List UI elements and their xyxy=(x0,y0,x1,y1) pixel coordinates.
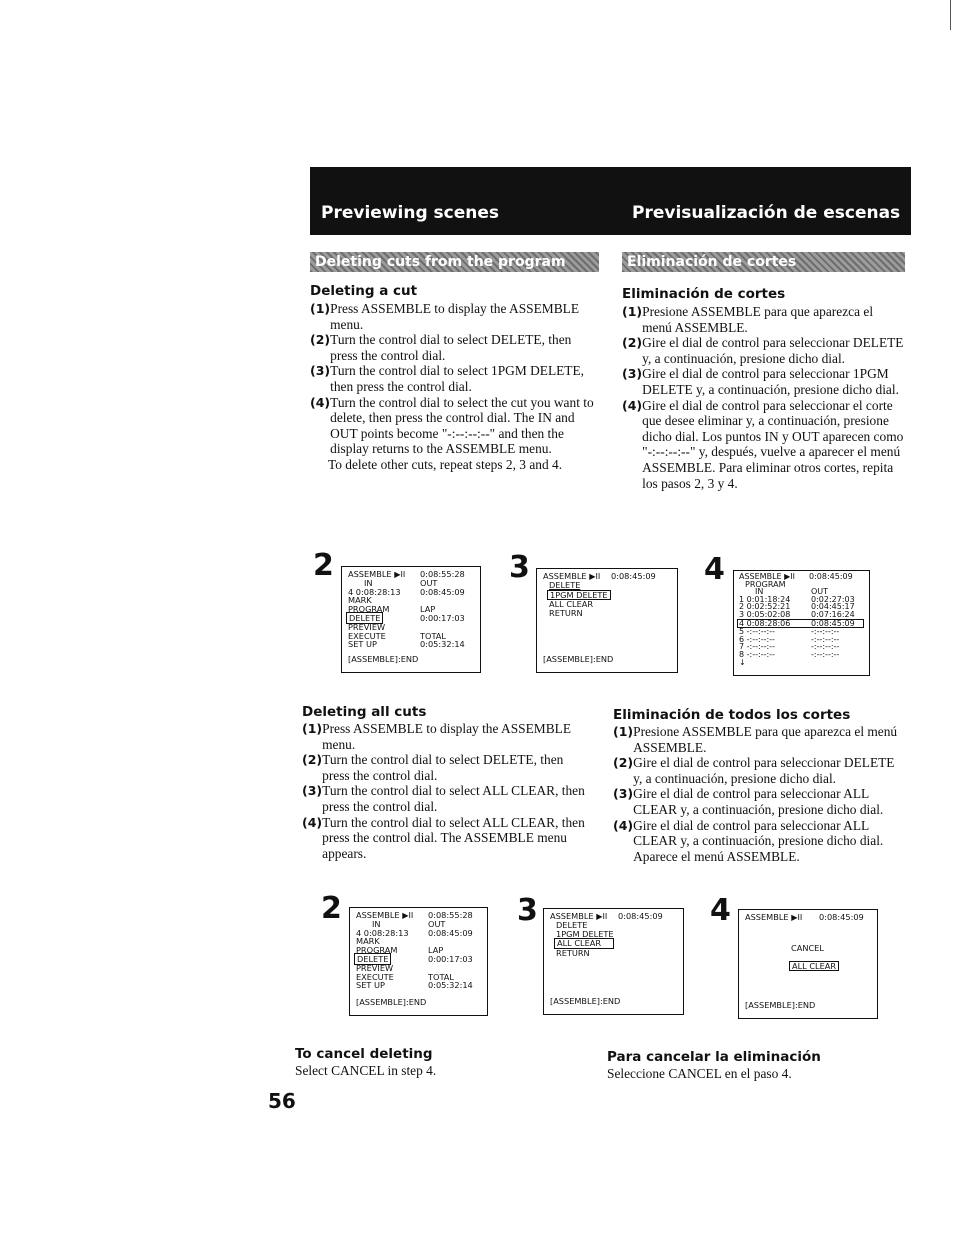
row-in: -:--:--:-- xyxy=(746,634,775,644)
screen-end-hint: [ASSEMBLE]:END xyxy=(745,1000,816,1011)
heading-eliminacion-todos: Eliminación de todos los cortes xyxy=(613,707,851,723)
step-2 xyxy=(613,755,903,786)
step-text: Turn the control dial to select the cut you want to delete, then press the control dial. The IN and OUT points become "-:--:--:--" and then the display returns to the ASSEMBLE menu. xyxy=(330,394,594,457)
row-out: 0:04:45:17 xyxy=(811,602,855,612)
menu-delete-selected: DELETE xyxy=(354,953,391,965)
row-number: 7 xyxy=(739,642,745,652)
step-number: (4) xyxy=(622,397,643,413)
menu-execute: EXECUTE xyxy=(348,630,386,641)
label-in: IN xyxy=(755,587,764,597)
screen-title-text: ASSEMBLE xyxy=(348,569,392,579)
menu-cancel: CANCEL xyxy=(791,942,824,953)
figure-number-4: 4 xyxy=(704,552,725,587)
heading-eliminacion-cortes: Eliminación de cortes xyxy=(622,286,786,302)
label-total: TOTAL xyxy=(428,971,454,982)
figure-number-2: 2 xyxy=(313,548,334,583)
play-pause-icon: ▶II xyxy=(596,911,608,921)
row-out: 0:02:27:03 xyxy=(811,594,855,604)
step-text: Presione ASSEMBLE para que aparezca el menú ASSEMBLE. xyxy=(633,724,898,755)
screen-title-text: ASSEMBLE xyxy=(356,910,400,920)
step-text: Gire el dial de control para seleccionar el corte que desee eliminar y, a continuación, presione dicho dial. Los puntos IN y OUT aparecen como "-:--:--:--" y, después, vuelve a aparecer el menú ASSEMBLE. Para eliminar otros cortes, repita los pasos 2, 3 y 4. xyxy=(642,397,904,491)
row-out: 0:08:45:09 xyxy=(811,618,855,628)
step-text: Presione ASSEMBLE para que aparezca el menú ASSEMBLE. xyxy=(642,304,874,335)
text-cancel-en: Select CANCEL in step 4. xyxy=(295,1063,437,1078)
screen-title-text: ASSEMBLE xyxy=(550,911,594,921)
label-program: PROGRAM xyxy=(745,579,786,589)
step-4 xyxy=(613,818,903,865)
step-3 xyxy=(302,783,586,814)
scan-edge-mark xyxy=(950,0,951,30)
row-out: -:--:--:-- xyxy=(811,627,840,637)
step-text: Turn the control dial to select ALL CLEAR, then press the control dial. The ASSEMBLE menu appears. xyxy=(322,814,585,861)
menu-all-clear: ALL CLEAR xyxy=(549,599,594,610)
menu-all-clear-selected: ALL CLEAR xyxy=(554,938,614,949)
menu-return: RETURN xyxy=(556,948,590,959)
screen-assemble-menu-b xyxy=(349,907,488,1016)
step-number: (1) xyxy=(310,301,331,316)
scroll-down-arrow-icon: ↓ xyxy=(739,657,746,667)
step-2 xyxy=(302,752,586,783)
screen-title-text: ASSEMBLE xyxy=(745,912,789,922)
banner-es: Eliminación de cortes xyxy=(622,252,905,272)
cut-out-time: 0:08:45:09 xyxy=(420,586,465,597)
menu-mark: MARK xyxy=(356,936,380,947)
menu-delete-title: DELETE xyxy=(549,579,581,590)
step-number: (4) xyxy=(613,817,634,833)
figure-number-4-b: 4 xyxy=(710,893,731,928)
header-title-es: Previsualización de escenas xyxy=(632,203,901,223)
step-text: Gire el dial de control para seleccionar ALL CLEAR y, a continuación, presione dicho dial. Aparece el menú ASSEMBLE. xyxy=(633,817,884,864)
program-row xyxy=(739,651,864,659)
screen-time: 0:08:45:09 xyxy=(611,571,656,581)
step-text: Gire el dial de control para seleccionar DELETE y, a continuación, presione dicho dial. xyxy=(633,755,895,786)
screen-delete-menu xyxy=(536,568,678,673)
step-number: (2) xyxy=(613,755,634,771)
steps-eliminacion-todos xyxy=(613,724,903,864)
play-pause-icon: ▶II xyxy=(394,569,406,579)
step-3 xyxy=(622,366,906,397)
step-number: (1) xyxy=(622,304,643,319)
menu-preview: PREVIEW xyxy=(356,962,394,973)
screen-end-hint: [ASSEMBLE]:END xyxy=(550,996,621,1007)
row-number: 1 xyxy=(739,594,745,604)
cut-in-time: 4 0:08:28:13 xyxy=(348,586,401,597)
step-text: Turn the control dial to select 1PGM DELETE, then press the control dial. xyxy=(330,363,585,394)
menu-delete-selected: DELETE xyxy=(346,612,383,624)
banner-en: Deleting cuts from the program xyxy=(310,252,599,272)
page-number: 56 xyxy=(268,1089,296,1113)
program-row xyxy=(739,611,864,619)
step-1 xyxy=(622,304,906,335)
label-lap: LAP xyxy=(420,604,436,615)
screen-title-text: ASSEMBLE xyxy=(543,571,587,581)
label-lap: LAP xyxy=(428,945,444,956)
step-1 xyxy=(613,724,903,755)
step-number: (2) xyxy=(622,335,643,351)
row-number: 3 xyxy=(739,609,745,619)
step-text: Press ASSEMBLE to display the ASSEMBLE menu. xyxy=(330,301,579,332)
row-in: 0:02:52:21 xyxy=(746,602,791,612)
step-number: (2) xyxy=(302,752,323,768)
label-out: OUT xyxy=(420,577,438,588)
screen-end-hint: [ASSEMBLE]:END xyxy=(348,654,419,665)
steps-deleting-all-cuts xyxy=(302,721,586,861)
figure-number-2-b: 2 xyxy=(321,891,342,926)
step-1 xyxy=(310,301,600,332)
screen-end-hint: [ASSEMBLE]:END xyxy=(356,997,427,1008)
label-out: OUT xyxy=(428,918,446,929)
row-in: -:--:--:-- xyxy=(746,642,775,652)
step-number: (4) xyxy=(302,814,323,830)
lap-time: 0:00:17:03 xyxy=(428,953,473,964)
menu-1pgm-delete: 1PGM DELETE xyxy=(556,928,614,939)
row-out: -:--:--:-- xyxy=(811,649,840,659)
total-time: 0:05:32:14 xyxy=(428,980,473,991)
menu-all-clear-selected: ALL CLEAR xyxy=(789,961,839,972)
row-out: -:--:--:-- xyxy=(811,642,840,652)
figure-number-3-b: 3 xyxy=(517,893,538,928)
step-4 xyxy=(310,395,600,457)
row-number: 8 xyxy=(739,649,745,659)
screen-title-text: ASSEMBLE xyxy=(739,572,782,581)
step-text: Press ASSEMBLE to display the ASSEMBLE menu. xyxy=(322,721,571,752)
step-1 xyxy=(302,721,586,752)
play-pause-icon: ▶II xyxy=(791,912,803,922)
menu-delete-title: DELETE xyxy=(556,919,588,930)
figure-number-3: 3 xyxy=(509,550,530,585)
cut-out-time: 0:08:45:09 xyxy=(428,927,473,938)
menu-execute: EXECUTE xyxy=(356,971,394,982)
heading-deleting-a-cut: Deleting a cut xyxy=(310,283,418,299)
header-title-en: Previewing scenes xyxy=(321,203,500,223)
screen-program-list xyxy=(733,570,870,676)
step-number: (3) xyxy=(310,363,331,379)
cut-in-time: 4 0:08:28:13 xyxy=(356,927,409,938)
play-pause-icon: ▶II xyxy=(402,910,414,920)
screen-assemble-menu xyxy=(341,566,481,673)
screen-time: 0:08:55:28 xyxy=(420,569,465,579)
menu-return: RETURN xyxy=(549,608,583,619)
row-out: -:--:--:-- xyxy=(811,634,840,644)
row-number: 2 xyxy=(739,602,745,612)
step-text: Gire el dial de control para seleccionar 1PGM DELETE y, a continuación, presione dicho dial. xyxy=(642,366,899,397)
label-out: OUT xyxy=(811,587,829,597)
step-number: (2) xyxy=(310,332,331,348)
step-number: (3) xyxy=(302,783,323,799)
menu-setup: SET UP xyxy=(356,980,385,991)
step-number: (4) xyxy=(310,394,331,410)
menu-program-text: PROGRAM xyxy=(356,945,398,956)
step-4 xyxy=(622,398,906,492)
heading-deleting-all-cuts: Deleting all cuts xyxy=(302,704,427,720)
menu-setup: SET UP xyxy=(348,639,377,650)
heading-to-cancel-deleting: To cancel deleting xyxy=(295,1046,433,1062)
text-cancel-es: Seleccione CANCEL en el paso 4. xyxy=(607,1066,792,1081)
step-text: Turn the control dial to select DELETE, then press the control dial. xyxy=(322,752,564,783)
menu-mark: MARK xyxy=(348,595,372,606)
screen-title xyxy=(356,911,428,920)
step-text: Gire el dial de control para seleccionar DELETE y, a continuación, presione dicho dial. xyxy=(642,335,904,366)
row-in: 0:01:18:24 xyxy=(746,594,791,604)
play-pause-icon: ▶II xyxy=(784,572,796,581)
screen-title xyxy=(348,570,420,579)
section-header xyxy=(310,167,911,235)
screen-time: 0:08:45:09 xyxy=(819,912,864,922)
screen-time: 0:08:55:28 xyxy=(428,910,473,920)
menu-preview: PREVIEW xyxy=(348,621,386,632)
menu-1pgm-delete-selected: 1PGM DELETE xyxy=(547,590,611,601)
menu-program-text: PROGRAM xyxy=(348,604,390,615)
step-number: (1) xyxy=(613,724,634,739)
screen-title xyxy=(745,913,819,922)
screen-time: 0:08:45:09 xyxy=(809,572,853,581)
lap-time: 0:00:17:03 xyxy=(420,612,465,623)
row-out: 0:07:16:24 xyxy=(811,609,855,619)
screen-end-hint: [ASSEMBLE]:END xyxy=(543,654,614,665)
step-4 xyxy=(302,815,586,862)
label-in: IN xyxy=(372,918,381,929)
step-number: (1) xyxy=(302,721,323,736)
note-repeat: To delete other cuts, repeat steps 2, 3 and 4. xyxy=(328,456,563,472)
play-pause-icon: ▶II xyxy=(589,571,601,581)
screen-time: 0:08:45:09 xyxy=(618,911,663,921)
step-2 xyxy=(622,335,906,366)
heading-para-cancelar: Para cancelar la eliminación xyxy=(607,1049,821,1065)
row-in: -:--:--:-- xyxy=(746,649,775,659)
row-in: 0:08:28:06 xyxy=(746,618,791,628)
total-time: 0:05:32:14 xyxy=(420,639,465,650)
step-text: Gire el dial de control para seleccionar ALL CLEAR y, a continuación, presione dicho dial. xyxy=(633,786,884,817)
step-2 xyxy=(310,332,600,363)
step-3 xyxy=(310,363,600,394)
row-number: 4 xyxy=(739,618,745,628)
step-number: (3) xyxy=(613,786,634,802)
steps-eliminacion-cortes xyxy=(622,304,906,491)
label-total: TOTAL xyxy=(420,630,446,641)
row-in: -:--:--:-- xyxy=(746,627,775,637)
row-number: 6 xyxy=(739,634,745,644)
step-text: Turn the control dial to select ALL CLEAR, then press the control dial. xyxy=(322,783,585,814)
steps-deleting-a-cut xyxy=(310,301,600,473)
row-in: 0:05:02:08 xyxy=(746,609,791,619)
label-in: IN xyxy=(364,577,373,588)
step-text: Turn the control dial to select DELETE, then press the control dial. xyxy=(330,332,572,363)
row-number: 5 xyxy=(739,627,745,637)
step-number: (3) xyxy=(622,366,643,382)
step-3 xyxy=(613,786,903,817)
screen-cancel-menu xyxy=(738,909,878,1019)
screen-delete-menu-b xyxy=(543,908,684,1015)
